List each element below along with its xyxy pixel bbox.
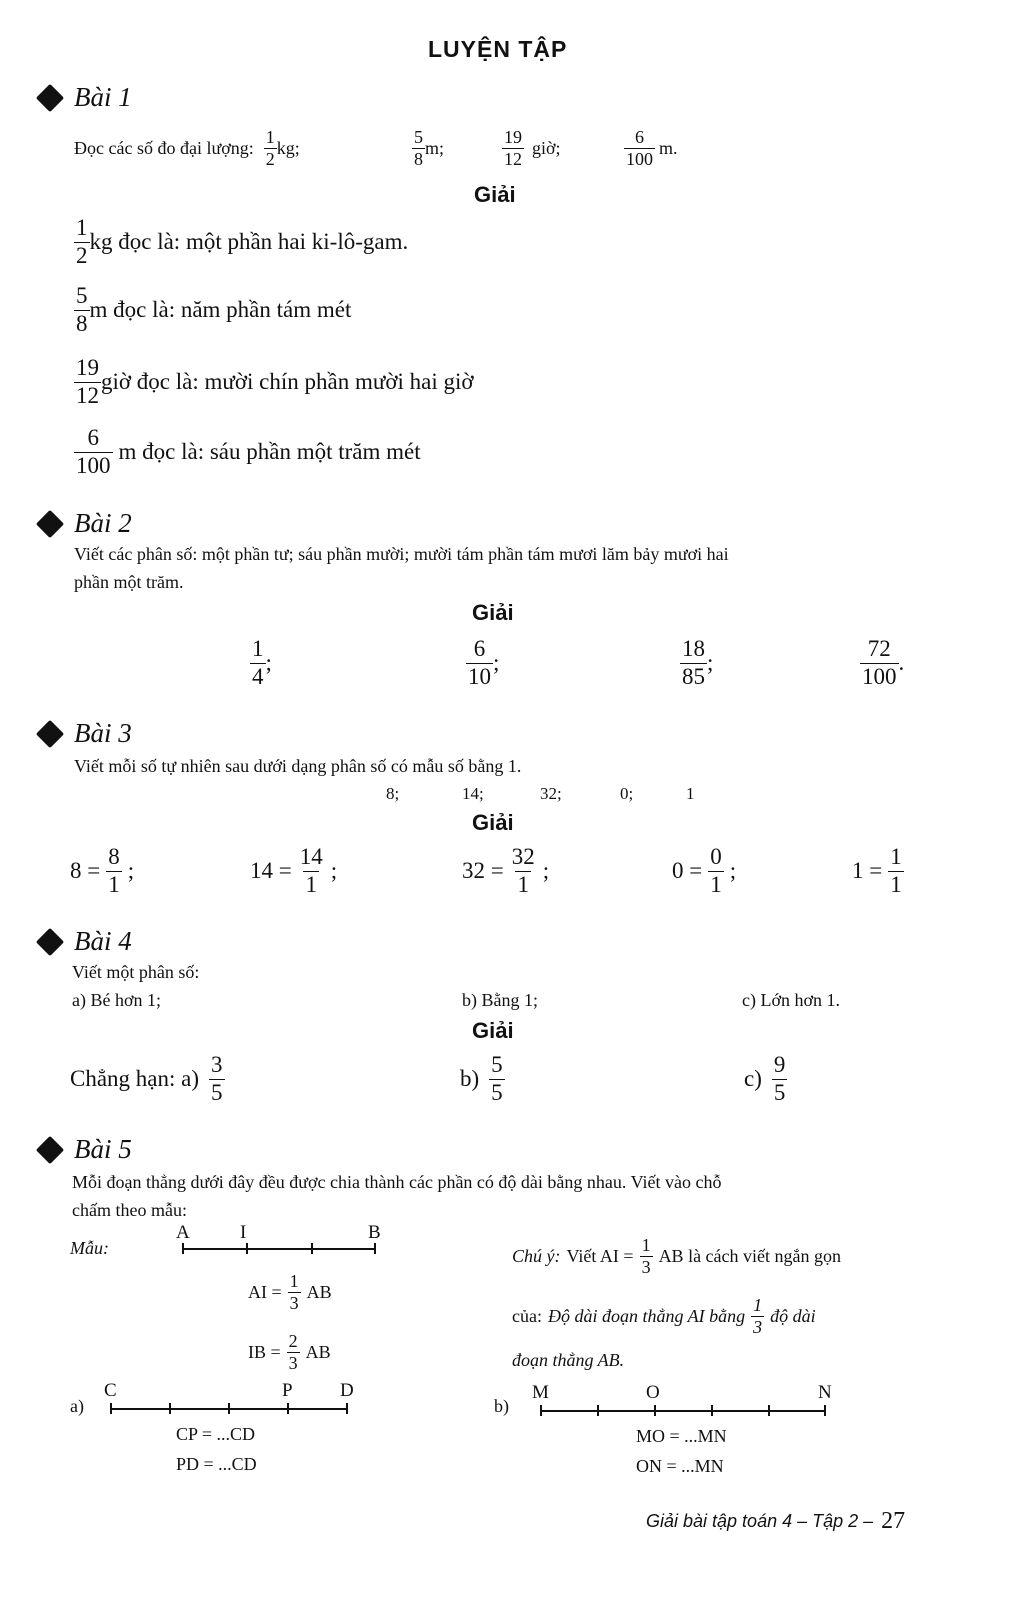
bai4-prompt: Viết một phân số: — [72, 962, 200, 982]
bai2-heading-label: Bài 2 — [74, 508, 132, 538]
bai5-prompt-line1: Mỗi đoạn thẳng dưới đây đều được chia thành các phần có độ dài bằng nhau. Viết vào chỗ — [72, 1172, 722, 1192]
diamond-bullet-icon — [36, 1135, 64, 1163]
equation-lhs: 0 = — [672, 858, 703, 883]
bai3-prompt: Viết mỗi số tự nhiên sau dưới dạng phân số có mẫu số bằng 1. — [74, 756, 522, 776]
bai5-b-eq1: MO = ...MN — [636, 1426, 727, 1446]
bai1-answer-2 — [74, 280, 351, 340]
fraction: $\frac{1}{2}$ — [76, 215, 88, 268]
point-label-b: B — [368, 1222, 381, 1243]
equation-rhs: AB — [305, 1341, 331, 1362]
fraction: $\frac{6}{100}$ — [76, 425, 111, 478]
bai5-b-eq2: ON = ...MN — [636, 1456, 724, 1476]
point-label-o: O — [646, 1382, 660, 1403]
answer-prefix: Chẳng hạn: a) — [70, 1066, 200, 1091]
note-line2 — [512, 1290, 816, 1342]
bai4-answer-c — [744, 1048, 787, 1110]
bai1-heading-label: Bài 1 — [74, 82, 132, 112]
unit-text: m. — [659, 137, 678, 158]
page-title: LUYỆN TẬP — [428, 36, 568, 62]
mau-segment-ab — [182, 1240, 376, 1256]
bai3-answer-4 — [672, 840, 736, 902]
point-label-a: A — [176, 1222, 190, 1243]
bai4-answer-a — [70, 1048, 225, 1110]
bai1-prompt-text: Đọc các số đo đại lượng: — [74, 137, 254, 158]
mau-label: Mẫu: — [70, 1238, 109, 1258]
fraction: $\frac{8}{1}$ — [108, 844, 120, 897]
bai3-number: 0; — [620, 784, 634, 803]
bai5-a-eq2: PD = ...CD — [176, 1454, 257, 1474]
equation-lhs: AI = — [248, 1281, 282, 1302]
equation-rhs: AB — [306, 1281, 332, 1302]
bai4-heading-label: Bài 4 — [74, 926, 132, 956]
bai2-giai-label: Giải — [472, 600, 514, 625]
note-italic-text: độ dài — [770, 1305, 816, 1326]
fraction: $\frac{0}{1}$ — [710, 844, 722, 897]
bai4-option-c: c) Lớn hơn 1. — [742, 990, 841, 1010]
answer-text: giờ đọc là: mười chín phần mười hai giờ — [101, 369, 474, 394]
page-footer — [646, 1508, 905, 1535]
note-line1 — [512, 1230, 841, 1282]
bai3-heading-label: Bài 3 — [74, 718, 132, 748]
separator: ; — [729, 858, 737, 883]
answer-text: m đọc là: sáu phần một trăm mét — [118, 439, 421, 464]
page-number: 27 — [881, 1508, 906, 1534]
bai2-answer-2 — [466, 632, 499, 694]
bai3-giai-label: Giải — [472, 810, 514, 835]
bai5-a-eq1: CP = ...CD — [176, 1424, 256, 1444]
bai4-heading — [40, 926, 132, 957]
fraction: $\frac{32}{1}$ — [511, 844, 535, 897]
fraction: $\frac{2}{3}$ — [288, 1330, 298, 1373]
fraction: $\frac{1}{3}$ — [641, 1234, 651, 1277]
separator: ; — [330, 858, 338, 883]
note-italic-text: Độ dài đoạn thẳng AI bằng — [547, 1305, 746, 1326]
fraction: $\frac{6}{10}$ — [468, 636, 491, 689]
bai3-number: 8; — [386, 784, 400, 803]
fraction: $\frac{1}{2}$ — [265, 126, 275, 169]
unit-text: giờ; — [532, 137, 561, 158]
fraction: $\frac{5}{8}$ — [76, 283, 88, 336]
bai3-number: 32; — [540, 784, 562, 803]
mau-eq-ai — [248, 1266, 332, 1318]
fraction: $\frac{1}{3}$ — [289, 1270, 299, 1313]
bai2-answer-1 — [250, 632, 272, 694]
note-text: Viết AI = — [566, 1245, 634, 1266]
separator: ; — [127, 858, 135, 883]
bai1-answer-4 — [74, 422, 421, 482]
equation-lhs: 8 = — [70, 858, 101, 883]
fraction: $\frac{5}{8}$ — [414, 126, 423, 169]
point-label-m: M — [532, 1382, 549, 1403]
bai3-answer-1 — [70, 840, 134, 902]
bai5-a-label: a) — [70, 1396, 84, 1416]
bai3-number: 14; — [462, 784, 484, 803]
bai3-answer-2 — [250, 840, 337, 902]
bai3-answer-5 — [852, 840, 904, 902]
separator: ; — [265, 650, 272, 675]
bai1-item-3 — [502, 124, 561, 172]
fraction: $\frac{3}{5}$ — [211, 1052, 223, 1105]
bai5-prompt-line2: chấm theo mẫu: — [72, 1200, 187, 1220]
answer-label: b) — [460, 1066, 480, 1091]
bai2-answer-4 — [860, 632, 904, 694]
bai4-option-a: a) Bé hơn 1; — [72, 990, 161, 1010]
fraction: $\frac{72}{100}$ — [862, 636, 897, 689]
fraction: $\frac{19}{12}$ — [76, 355, 99, 408]
note-text: AB là cách viết ngắn gọn — [658, 1245, 842, 1266]
bai4-giai-label: Giải — [472, 1018, 514, 1043]
fraction: $\frac{14}{1}$ — [299, 844, 323, 897]
separator: ; — [493, 650, 500, 675]
equation-lhs: 14 = — [250, 858, 292, 883]
separator: . — [898, 650, 905, 675]
bai3-number: 1 — [686, 784, 695, 803]
fraction: $\frac{1}{4}$ — [252, 636, 264, 689]
equation-lhs: 32 = — [462, 858, 504, 883]
diamond-bullet-icon — [36, 927, 64, 955]
unit-text: kg; — [276, 137, 300, 158]
bai4-option-b: b) Bằng 1; — [462, 990, 538, 1010]
unit-text: m; — [425, 137, 445, 158]
answer-text: m đọc là: năm phần tám mét — [89, 297, 352, 322]
bai1-prompt — [74, 124, 300, 172]
diamond-bullet-icon — [36, 509, 64, 537]
bai2-prompt-line2: phần một trăm. — [74, 572, 184, 592]
separator: ; — [707, 650, 714, 675]
diamond-bullet-icon — [36, 719, 64, 747]
fraction: $\frac{5}{5}$ — [491, 1052, 503, 1105]
point-label-c: C — [104, 1380, 117, 1401]
bai1-giai-label: Giải — [474, 182, 516, 207]
diamond-bullet-icon — [36, 83, 64, 111]
bai5-heading-label: Bài 5 — [74, 1134, 132, 1164]
bai1-answer-3 — [74, 352, 474, 412]
point-label-i: I — [240, 1222, 247, 1243]
segment-mn — [540, 1402, 826, 1418]
note-label: Chú ý: — [512, 1245, 561, 1266]
bai2-heading — [40, 508, 132, 539]
equation-lhs: IB = — [248, 1341, 281, 1362]
answer-text: kg đọc là: một phần hai ki-lô-gam. — [89, 229, 409, 254]
bai1-answer-1 — [74, 212, 408, 272]
footer-text: Giải bài tập toán 4 – Tập 2 – — [646, 1511, 874, 1531]
answer-label: c) — [744, 1066, 762, 1091]
note-line3: đoạn thẳng AB. — [512, 1350, 625, 1370]
fraction: $\frac{1}{3}$ — [753, 1294, 763, 1337]
bai1-heading — [40, 82, 132, 113]
point-label-p: P — [282, 1380, 293, 1401]
point-label-n: N — [818, 1382, 832, 1403]
separator: ; — [542, 858, 550, 883]
note-text: của: — [512, 1305, 542, 1326]
bai2-answer-3 — [680, 632, 713, 694]
bai3-heading — [40, 718, 132, 749]
bai5-b-label: b) — [494, 1396, 509, 1416]
mau-eq-ib — [248, 1326, 331, 1378]
bai5-heading — [40, 1134, 132, 1165]
bai4-answer-b — [460, 1048, 505, 1110]
equation-lhs: 1 = — [852, 858, 883, 883]
fraction: $\frac{6}{100}$ — [626, 126, 653, 169]
fraction: $\frac{1}{1}$ — [890, 844, 902, 897]
bai1-item-4 — [624, 124, 678, 172]
point-label-d: D — [340, 1380, 354, 1401]
fraction: $\frac{19}{12}$ — [504, 126, 522, 169]
fraction: $\frac{9}{5}$ — [773, 1052, 786, 1105]
bai2-prompt-line1: Viết các phân số: một phần tư; sáu phần mười; mười tám phần tám mươi lăm bảy mươi hai — [74, 544, 729, 564]
fraction: $\frac{18}{85}$ — [682, 636, 705, 689]
segment-cd — [110, 1400, 348, 1416]
bai1-item-2 — [412, 124, 444, 172]
bai3-answer-3 — [462, 840, 549, 902]
